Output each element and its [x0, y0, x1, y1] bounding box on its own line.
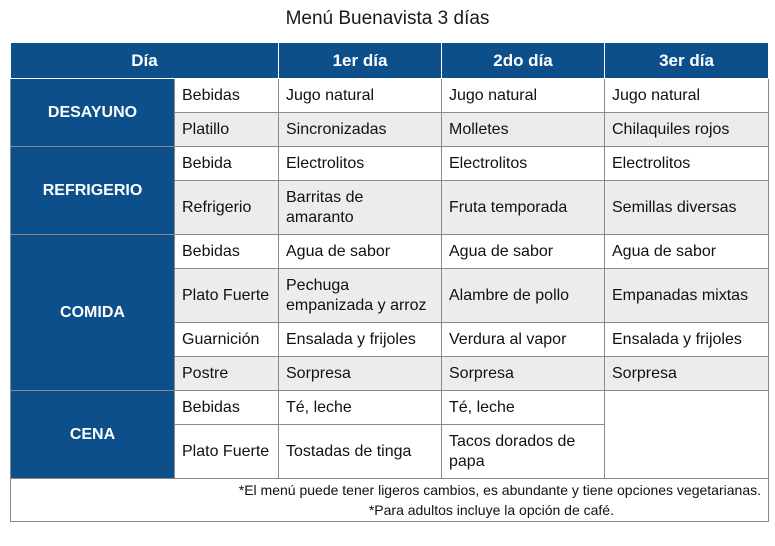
menu-cell: Electrolitos [605, 147, 769, 181]
menu-cell: Agua de sabor [442, 235, 605, 269]
notes-cell [11, 479, 769, 522]
header-dia: Día [11, 43, 279, 79]
menu-cell: Tostadas de tinga [279, 425, 442, 479]
notes-row [11, 479, 769, 522]
row-item-label: Refrigerio [175, 181, 279, 235]
menu-cell: Sorpresa [279, 357, 442, 391]
row-item-label: Postre [175, 357, 279, 391]
menu-cell: Barritas de amaranto [279, 181, 442, 235]
header-day-2: 2do día [442, 43, 605, 79]
menu-cell: Semillas diversas [605, 181, 769, 235]
header-row [11, 43, 769, 79]
row-item-label: Guarnición [175, 323, 279, 357]
table-row [11, 79, 769, 113]
menu-cell: Jugo natural [279, 79, 442, 113]
meal-cena: CENA [11, 391, 175, 479]
menu-cell: Sorpresa [442, 357, 605, 391]
meal-desayuno: DESAYUNO [11, 79, 175, 147]
menu-cell: Molletes [442, 113, 605, 147]
menu-title: Menú Buenavista 3 días [285, 8, 490, 29]
row-item-label: Bebidas [175, 391, 279, 425]
meal-comida: COMIDA [11, 235, 175, 391]
menu-cell: Electrolitos [279, 147, 442, 181]
header-day-3: 3er día [605, 43, 769, 79]
row-item-label: Plato Fuerte [175, 425, 279, 479]
menu-cell: Té, leche [442, 391, 605, 425]
menu-cell: Ensalada y frijoles [605, 323, 769, 357]
menu-cell: Agua de sabor [605, 235, 769, 269]
menu-cell: Fruta temporada [442, 181, 605, 235]
empty-cell [605, 391, 769, 479]
row-item-label: Bebidas [175, 79, 279, 113]
menu-cell: Verdura al vapor [442, 323, 605, 357]
menu-cell: Empanadas mixtas [605, 269, 769, 323]
table-row [11, 235, 769, 269]
table-row [11, 391, 769, 425]
row-item-label: Plato Fuerte [175, 269, 279, 323]
menu-cell: Sincronizadas [279, 113, 442, 147]
row-item-label: Bebida [175, 147, 279, 181]
menu-cell: Pechuga empanizada y arroz [279, 269, 442, 323]
menu-table [10, 42, 769, 522]
menu-cell: Jugo natural [605, 79, 769, 113]
header-day-1: 1er día [279, 43, 442, 79]
note-line-2: *Para adultos incluye la opción de café. [368, 502, 614, 518]
menu-cell: Tacos dorados de papa [442, 425, 605, 479]
menu-cell: Jugo natural [442, 79, 605, 113]
menu-cell: Sorpresa [605, 357, 769, 391]
meal-refrigerio: REFRIGERIO [11, 147, 175, 235]
row-item-label: Bebidas [175, 235, 279, 269]
table-row [11, 147, 769, 181]
note-line-1: *El menú puede tener ligeros cambios, es abundante y tiene opciones vegetarianas. [238, 482, 761, 498]
menu-cell: Electrolitos [442, 147, 605, 181]
menu-cell: Ensalada y frijoles [279, 323, 442, 357]
menu-cell: Té, leche [279, 391, 442, 425]
menu-cell: Agua de sabor [279, 235, 442, 269]
row-item-label: Platillo [175, 113, 279, 147]
menu-cell: Alambre de pollo [442, 269, 605, 323]
menu-cell: Chilaquiles rojos [605, 113, 769, 147]
